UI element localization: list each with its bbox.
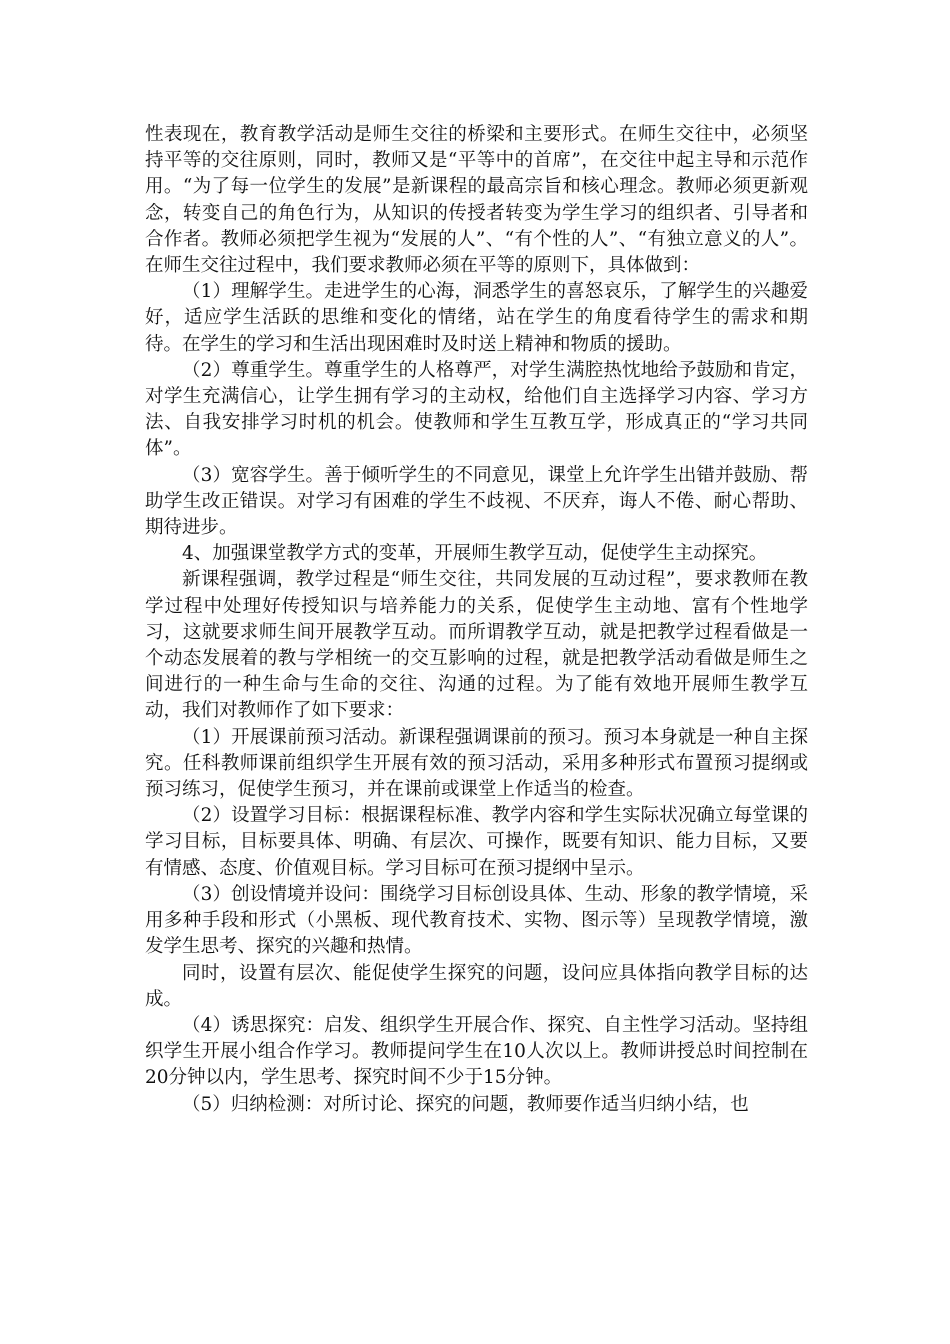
paragraph-11: （4）诱思探究：启发、组织学生开展合作、探究、自主性学习活动。坚持组织学生开展小组合作学习。教师提问学生在10人次以上。教师讲授总时间控制在20分钟以内，学生思考、探究时间不少于15分钟。 <box>145 1014 808 1089</box>
section-heading-4: 4、加强课堂教学方式的变革，开展师生教学互动，促使学生主动探究。 <box>182 543 768 565</box>
paragraph-9: （3）创设情境并设问：围绕学习目标创设具体、生动、形象的教学情境，采用多种手段和形式（小黑板、现代教育技术、实物、图示等）呈现教学情境，激发学生思考、探究的兴趣和热情。 <box>145 883 808 958</box>
paragraph-4: （3）宽容学生。善于倾听学生的不同意见，课堂上允许学生出错并鼓励、帮助学生改正错误。对学习有困难的学生不歧视、不厌弃，诲人不倦、耐心帮助、期待进步。 <box>145 464 808 539</box>
paragraph-7: （1）开展课前预习活动。新课程强调课前的预习。预习本身就是一种自主探究。任科教师课前组织学生开展有效的预习活动，采用多种形式布置预习提纲或预习练习，促使学生预习，并在课前或课堂上作适当的检查。 <box>145 726 808 801</box>
paragraph-10: 同时，设置有层次、能促使学生探究的问题，设问应具体指向教学目标的达成。 <box>145 962 808 1010</box>
paragraph-8: （2）设置学习目标：根据课程标准、教学内容和学生实际状况确立每堂课的学习目标，目标要具体、明确、有层次、可操作，既要有知识、能力目标，又要有情感、态度、价值观目标。学习目标可在预习提纲中呈示。 <box>145 805 808 879</box>
paragraph-6: 新课程强调，教学过程是“师生交往，共同发展的互动过程”，要求教师在教学过程中处理好传授知识与培养能力的关系，促使学生主动地、富有个性地学习，这就要求师生间开展教学互动。而所谓教学互动，就是把教学过程看做是一个动态发展着的教与学相统一的交互影响的过程，就是把教学活动看做是师生之间进行的一种生命与生命的交往、沟通的过程。为了能有效地开展师生教学互动，我们对教师作了如下要求： <box>145 569 808 722</box>
paragraph-2: （1）理解学生。走进学生的心海，洞悉学生的喜怒哀乐，了解学生的兴趣爱好，适应学生活跃的思维和变化的情绪，站在学生的角度看待学生的需求和期待。在学生的学习和生活出现困难时及时送上精神和物质的援助。 <box>145 281 808 355</box>
paragraph-3: （2）尊重学生。尊重学生的人格尊严，对学生满腔热忱地给予鼓励和肯定，对学生充满信心，让学生拥有学习的主动权，给他们自主选择学习内容、学习方法、自我安排学习时机的机会。使教师和学生互教互学，形成真正的“学习共同体”。 <box>145 359 808 460</box>
paragraph-1: 性表现在，教育教学活动是师生交往的桥梁和主要形式。在师生交往中，必须坚持平等的交往原则，同时，教师又是“平等中的首席”，在交往中起主导和示范作用。“为了每一位学生的发展”是新课程的最高宗旨和核心理念。教师必须更新观念，转变自己的角色行为，从知识的传授者转变为学生学习的组织者、引导者和合作者。教师必须把学生视为“发展的人”、“有个性的人”、“有独立意义的人”。在师生交往过程中，我们要求教师必须在平等的原则下，具体做到： <box>145 124 808 277</box>
document-page <box>145 122 808 1118</box>
paragraph-12: （5）归纳检测：对所讨论、探究的问题，教师要作适当归纳小结，也 <box>182 1093 749 1115</box>
